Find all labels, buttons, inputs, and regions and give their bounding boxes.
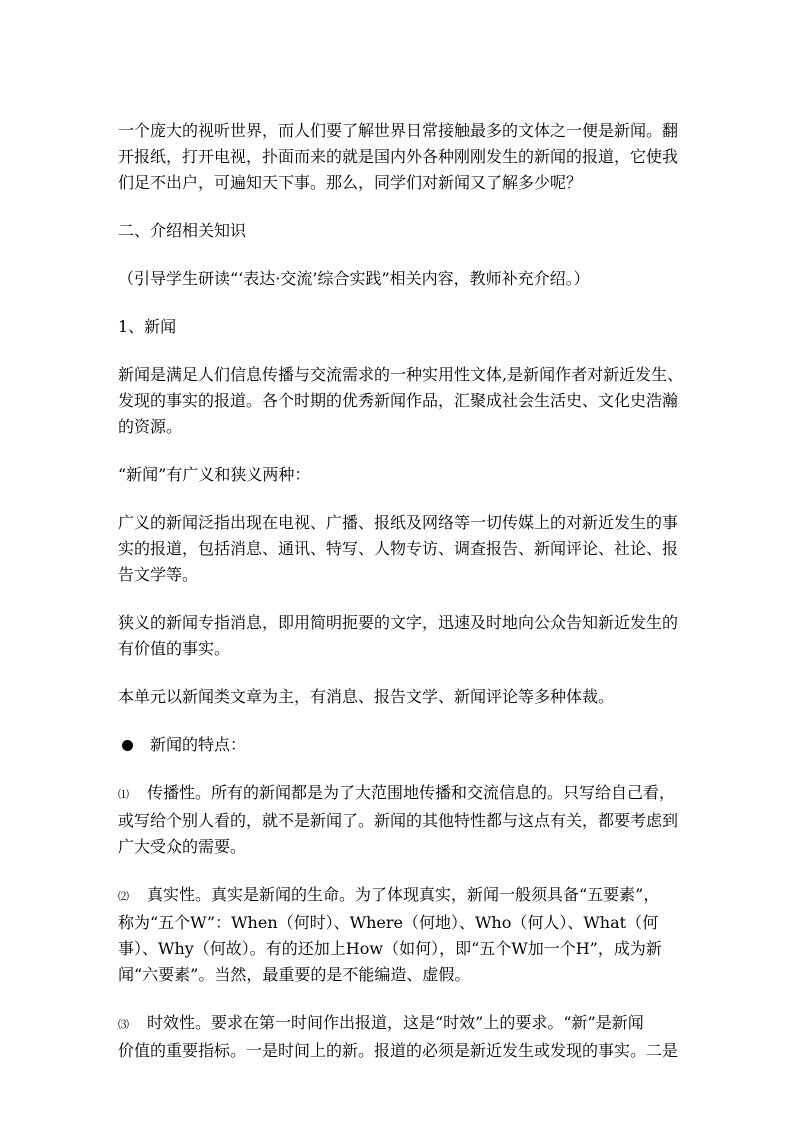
feature-line: 广大受众的需要。 [118,837,247,856]
features-heading-row [118,732,686,758]
narrow-line: 有价值的事实。 [118,639,231,658]
feature-item [118,1010,686,1064]
feature-item [118,882,686,988]
feature-item [118,780,686,860]
feature-marker: ⑶ [118,1018,129,1031]
intro-line: 开报纸，打开电视，扑面而来的就是国内外各种刚刚发生的新闻的报道，它使我 [118,147,679,166]
document-page [118,118,686,1064]
broad-definition-paragraph [118,510,686,588]
definition-line: 的资源。 [118,417,183,436]
narrow-definition-paragraph [118,610,686,662]
feature-line: 价值的重要指标。一是时间上的新。报道的必须是新近发生或发现的事实。二是 [118,1041,679,1060]
feature-line: 事）、Why（何故）。有的还加上How（如何），即“五个W加一个H”，成为新 [118,939,662,958]
intro-paragraph [118,118,686,196]
broad-line: 实的报道，包括消息、通讯、特写、人物专访、调查报告、新闻评论、社论、报 [118,539,679,558]
feature-line: 传播性。所有的新闻都是为了大范围地传播和交流信息的。只写给自己看， [147,783,676,802]
definition-line: 发现的事实的报道。各个时期的优秀新闻作品，汇聚成社会生活史、文化史浩瀚 [118,391,679,410]
narrow-line: 狭义的新闻专指消息，即用简明扼要的文字，迅速及时地向公众告知新近发生的 [118,613,679,632]
feature-line: 真实性。真实是新闻的生命。为了体现真实，新闻一般须具备“五要素”， [147,885,660,904]
feature-line: 或写给个别人看的，就不是新闻了。新闻的其他特性都与这点有关，都要考虑到 [118,811,679,830]
definition-paragraph [118,362,686,440]
section-heading: 二、介绍相关知识 [118,221,247,240]
feature-marker: ⑴ [118,788,129,801]
broad-line: 告文学等。 [118,565,199,584]
types-intro: “新闻”有广义和狭义两种： [118,465,311,484]
feature-marker: ⑵ [118,890,129,903]
guide-note: （引导学生研读“‘表达·交流’综合实践”相关内容，教师补充介绍。） [118,269,590,288]
bullet-dot-icon [122,740,133,751]
subheading-news: 1、新闻 [118,317,177,336]
intro-line: 一个庞大的视听世界，而人们要了解世界日常接触最多的文体之一便是新闻。翻 [118,121,679,140]
features-heading: 新闻的特点： [150,735,247,754]
intro-line: 们足不出户，可遍知天下事。那么，同学们对新闻又了解多少呢？ [118,173,583,192]
definition-line: 新闻是满足人们信息传播与交流需求的一种实用性文体,是新闻作者对新近发生、 [118,365,684,384]
broad-line: 广义的新闻泛指出现在电视、广播、报纸及网络等一切传媒上的对新近发生的事 [118,513,679,532]
feature-line: 闻“六要素”。当然，最重要的是不能编造、虚假。 [118,965,471,984]
feature-line: 称为“五个W”：When（何时）、Where（何地）、Who（何人）、What（何 [118,913,659,932]
feature-line: 时效性。要求在第一时间作出报道，这是“时效”上的要求。“新”是新闻 [147,1013,644,1032]
unit-note: 本单元以新闻类文章为主，有消息、报告文学、新闻评论等多种体裁。 [118,687,615,706]
